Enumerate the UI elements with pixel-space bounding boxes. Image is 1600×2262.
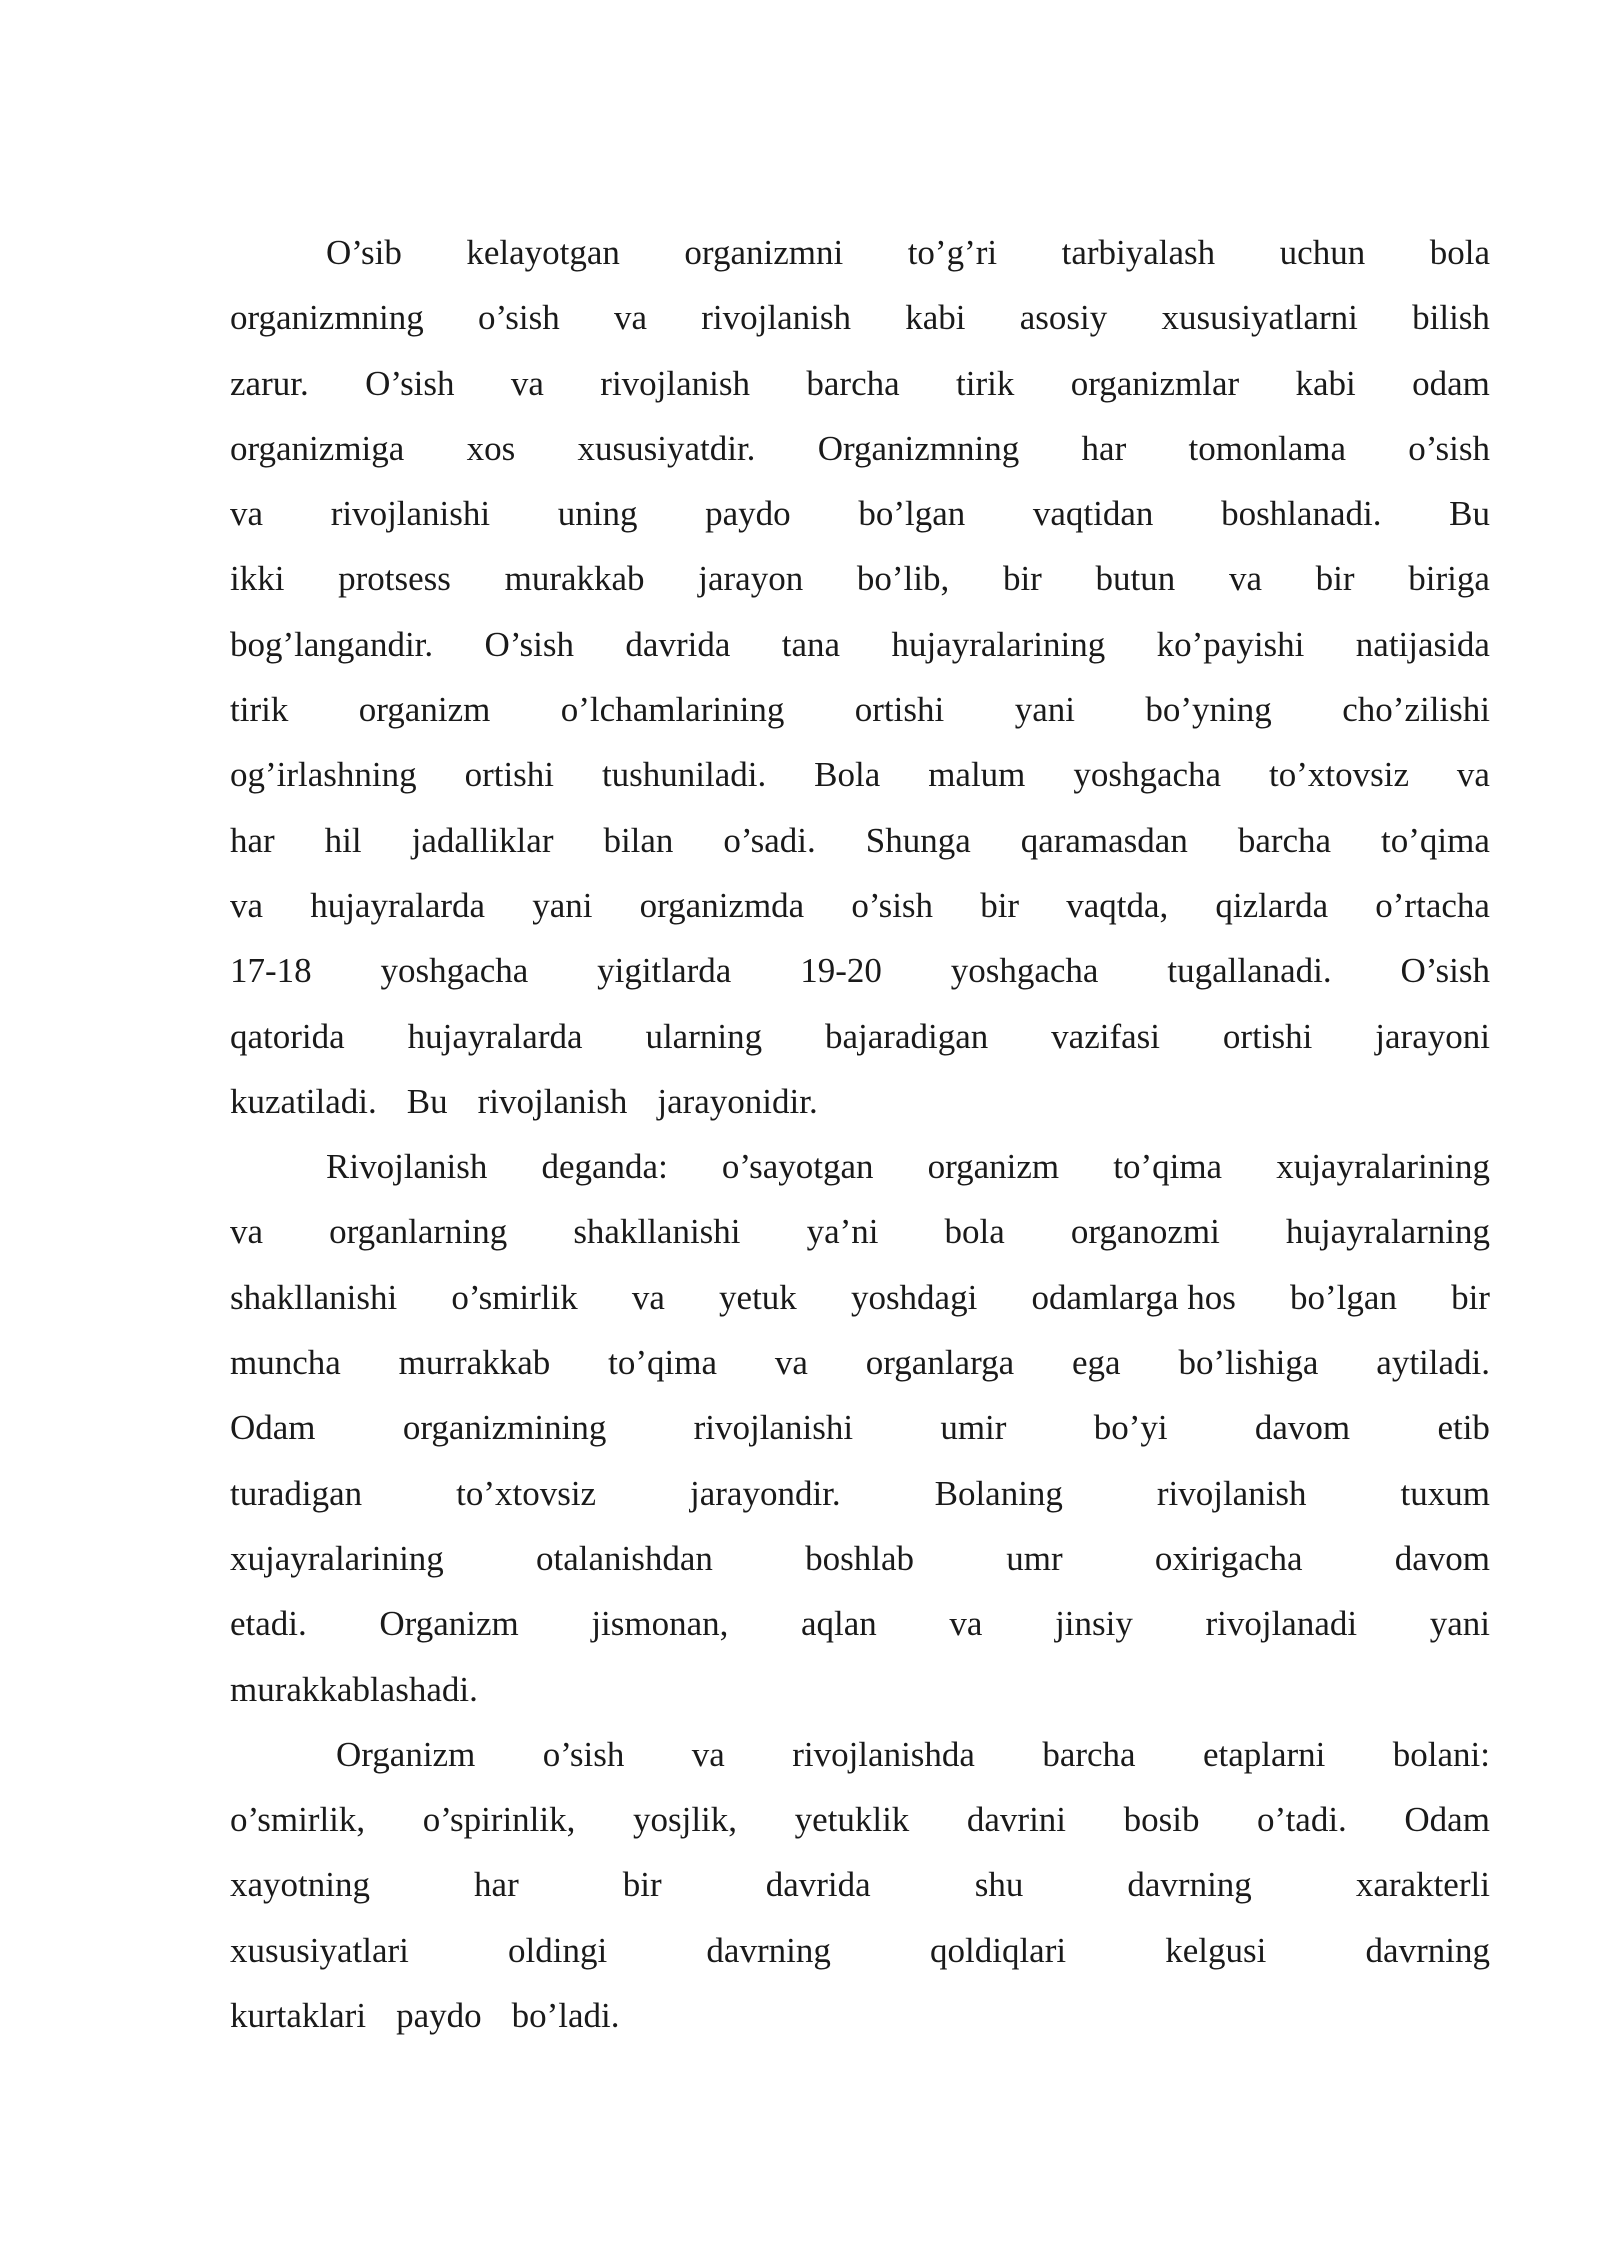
word: Rivojlanish: [326, 1147, 488, 1187]
word: xususiyatlari: [230, 1930, 409, 1970]
word: xususiyatdir.: [577, 428, 756, 468]
word: bo’ladi.: [511, 1996, 620, 2036]
word: yosjlik,: [632, 1800, 738, 1840]
word: o’sish: [851, 885, 934, 925]
word: zarur.: [230, 363, 309, 403]
word: organizmni: [684, 233, 844, 272]
word: butun: [1095, 559, 1176, 599]
word: etaplarni: [1202, 1734, 1326, 1774]
word: xujayralarining: [1276, 1147, 1490, 1187]
word: paydo: [396, 1996, 482, 2036]
word: yani: [1014, 690, 1075, 730]
word: o’sish: [1408, 428, 1490, 468]
word: organlarning: [329, 1212, 508, 1252]
word: kabi: [1295, 363, 1356, 403]
paragraph: [230, 1134, 1490, 1722]
word: Organizm: [336, 1734, 476, 1774]
word: murakkab: [504, 559, 645, 599]
word: murrakkab: [398, 1343, 551, 1383]
word: yani: [1429, 1604, 1490, 1644]
word: har: [474, 1865, 519, 1905]
word: boshlab: [805, 1538, 915, 1578]
word: bolani:: [1392, 1734, 1490, 1774]
word: va: [230, 1212, 264, 1252]
text-line: [230, 1069, 1490, 1134]
word: tushuniladi.: [601, 755, 767, 795]
word: ya’ni: [806, 1212, 879, 1252]
word: va: [1456, 755, 1490, 795]
word: kurtaklari: [230, 1996, 367, 2036]
word: davrini: [966, 1800, 1067, 1840]
word: Organizm: [379, 1604, 519, 1644]
word: malum: [928, 755, 1026, 795]
word: Odam: [1404, 1800, 1490, 1840]
word: bir: [1002, 559, 1042, 599]
word: bola: [1429, 233, 1490, 272]
word: kuzatiladi.: [230, 1081, 377, 1121]
text-line: [230, 1526, 1490, 1591]
word: 17-18: [230, 951, 312, 991]
word: davom: [1394, 1538, 1490, 1578]
word: organizmda: [639, 885, 805, 925]
word: organozmi: [1070, 1212, 1220, 1252]
word: xujayralarining: [230, 1538, 444, 1578]
word: jismonan,: [591, 1604, 729, 1644]
text-line: [230, 1330, 1490, 1395]
word: yigitlarda: [597, 951, 732, 991]
word: xayotning: [230, 1865, 370, 1905]
word: bir: [980, 885, 1020, 925]
word: to’xtovsiz: [1269, 755, 1409, 795]
text-line: [230, 808, 1490, 873]
word: natijasida: [1355, 624, 1490, 664]
word: tirik: [956, 363, 1015, 403]
word: etadi.: [230, 1604, 307, 1644]
word: rivojlanadi: [1205, 1604, 1358, 1644]
text-line: [230, 546, 1490, 611]
word: vazifasi: [1051, 1016, 1160, 1056]
word: jarayonidir.: [657, 1081, 818, 1121]
text-line: [230, 1004, 1490, 1069]
word: bola: [944, 1212, 1005, 1252]
document-body: [230, 220, 1490, 2048]
word: xos: [466, 428, 516, 468]
word: bo’lishiga: [1178, 1343, 1319, 1383]
word: davom: [1254, 1408, 1351, 1448]
word: va: [631, 1277, 665, 1317]
word: umr: [1006, 1538, 1063, 1578]
word: jinsiy: [1055, 1604, 1133, 1644]
word: vaqtidan: [1032, 494, 1154, 534]
word: har: [230, 820, 275, 860]
word: O’sib: [326, 233, 402, 272]
word: jadalliklar: [411, 820, 554, 860]
text-line: [230, 1395, 1490, 1460]
word: va: [1228, 559, 1262, 599]
word: organizmlar: [1070, 363, 1240, 403]
word: tana: [781, 624, 841, 664]
paragraph: [230, 220, 1490, 1134]
word: davrida: [625, 624, 731, 664]
text-line: [230, 1199, 1490, 1264]
word: yani: [532, 885, 593, 925]
paragraph: [230, 1722, 1490, 2048]
word: tirik: [230, 690, 289, 730]
word: davrning: [1365, 1930, 1490, 1970]
word: bilish: [1412, 298, 1490, 338]
text-line: [230, 742, 1490, 807]
word: organlarga: [865, 1343, 1015, 1383]
word: kelayotgan: [466, 233, 620, 272]
text-line: [230, 285, 1490, 350]
word: aqlan: [801, 1604, 877, 1644]
word: qaramasdan: [1020, 820, 1188, 860]
word: boshlanadi.: [1221, 494, 1382, 534]
word: Odam: [230, 1408, 316, 1448]
word: va: [230, 885, 264, 925]
text-line: [230, 1983, 1490, 2048]
word: asosiy: [1019, 298, 1108, 338]
word: har: [1081, 428, 1127, 468]
word: o’sish: [542, 1734, 625, 1774]
word: jarayon: [698, 559, 804, 599]
word: odamlarga hos: [1031, 1277, 1236, 1317]
text-line: [230, 1722, 1490, 1787]
word: ortishi: [854, 690, 945, 730]
word: ikki: [230, 559, 285, 599]
word: xarakterli: [1355, 1865, 1490, 1905]
word: Organizmning: [817, 428, 1020, 468]
word: davrning: [1127, 1865, 1252, 1905]
word: hujayralarda: [310, 885, 486, 925]
word: uchun: [1279, 233, 1366, 272]
word: bajaradigan: [825, 1016, 989, 1056]
word: qatorida: [230, 1016, 345, 1056]
word: organizm: [358, 690, 491, 730]
word: yetuk: [719, 1277, 797, 1317]
word: bo’lgan: [858, 494, 966, 534]
word: bir: [622, 1865, 662, 1905]
word: ega: [1072, 1343, 1121, 1383]
word: yoshgacha: [380, 951, 529, 991]
word: rivojlanishda: [792, 1734, 975, 1774]
word: Bu: [1449, 494, 1490, 534]
word: qizlarda: [1215, 885, 1329, 925]
word: to’qima: [1113, 1147, 1223, 1187]
word: hujayralarda: [407, 1016, 583, 1056]
text-line: [230, 677, 1490, 742]
word: O’sish: [484, 624, 575, 664]
text-line: [230, 1591, 1490, 1656]
word: to’qima: [1381, 820, 1490, 860]
word: bosib: [1123, 1800, 1200, 1840]
text-line: [230, 1657, 1490, 1722]
text-line: [230, 873, 1490, 938]
word: vaqtda,: [1066, 885, 1169, 925]
text-line: [230, 1787, 1490, 1852]
word: deganda:: [541, 1147, 668, 1187]
word: muncha: [230, 1343, 341, 1383]
word: Bola: [814, 755, 881, 795]
word: davrida: [765, 1865, 871, 1905]
word: shakllanishi: [230, 1277, 398, 1317]
word: ortishi: [464, 755, 555, 795]
word: bog’langandir.: [230, 624, 434, 664]
word: rivojlanish: [600, 363, 751, 403]
text-line: [230, 1918, 1490, 1983]
word: oxirigacha: [1154, 1538, 1303, 1578]
word: hujayralarining: [891, 624, 1106, 664]
word: va: [949, 1604, 983, 1644]
word: jarayoni: [1375, 1016, 1490, 1056]
word: aytiladi.: [1376, 1343, 1490, 1383]
word: rivojlanish: [477, 1081, 628, 1121]
word: barcha: [806, 363, 900, 403]
word: hil: [324, 820, 362, 860]
word: o’sadi.: [723, 820, 816, 860]
text-line: [230, 220, 1490, 285]
word: barcha: [1237, 820, 1332, 860]
word: yoshdagi: [850, 1277, 978, 1317]
word: otalanishdan: [536, 1538, 713, 1578]
word: davrning: [706, 1930, 831, 1970]
word: to’xtovsiz: [456, 1473, 597, 1513]
word: va: [774, 1343, 808, 1383]
word: bir: [1315, 559, 1355, 599]
word: yoshgacha: [950, 951, 1099, 991]
word: turadigan: [230, 1473, 363, 1513]
word: bir: [1451, 1277, 1490, 1317]
word: jarayondir.: [690, 1473, 841, 1513]
word: va: [613, 298, 648, 338]
word: etib: [1437, 1408, 1490, 1448]
word: umir: [940, 1408, 1007, 1448]
word: rivojlanishi: [330, 494, 491, 534]
word: rivojlanish: [701, 298, 851, 338]
word: og’irlashning: [230, 755, 417, 795]
word: va: [230, 494, 264, 534]
word: bo’yning: [1145, 690, 1272, 730]
text-line: [230, 481, 1490, 546]
word: o’smirlik: [451, 1277, 578, 1317]
word: qoldiqlari: [930, 1930, 1067, 1970]
word: bo’yi: [1093, 1408, 1168, 1448]
word: rivojlanish: [1156, 1473, 1307, 1513]
word: murakkablashadi.: [230, 1669, 478, 1709]
word: tarbiyalash: [1061, 233, 1216, 272]
word: uning: [557, 494, 638, 534]
word: o’rtacha: [1375, 885, 1490, 925]
word: bo’lgan: [1290, 1277, 1397, 1317]
word: tuxum: [1400, 1473, 1490, 1513]
word: va: [510, 363, 544, 403]
word: o’sish: [478, 298, 560, 338]
text-line: [230, 351, 1490, 416]
word: rivojlanishi: [693, 1408, 854, 1448]
word: Bu: [406, 1081, 448, 1121]
text-line: [230, 1265, 1490, 1330]
word: Shunga: [865, 820, 971, 860]
text-line: [230, 1461, 1490, 1526]
word: O’sish: [365, 363, 455, 403]
word: biriga: [1408, 559, 1490, 599]
word: o’sayotgan: [721, 1147, 874, 1187]
word: bo’lib,: [856, 559, 950, 599]
word: odam: [1412, 363, 1490, 403]
word: kelgusi: [1165, 1930, 1267, 1970]
word: organizmiga: [230, 428, 405, 468]
word: yoshgacha: [1073, 755, 1222, 795]
word: tugallanadi.: [1167, 951, 1332, 991]
word: shu: [974, 1865, 1024, 1905]
word: hujayralarning: [1285, 1212, 1490, 1252]
word: Bolaning: [934, 1473, 1063, 1513]
word: paydo: [705, 494, 791, 534]
text-line: [230, 1134, 1490, 1199]
word: organizm: [927, 1147, 1060, 1187]
word: o’spirinlik,: [422, 1800, 576, 1840]
word: to’g’ri: [907, 233, 998, 272]
text-line: [230, 416, 1490, 481]
word: cho’zilishi: [1342, 690, 1490, 730]
word: yetuklik: [794, 1800, 910, 1840]
word: va: [691, 1734, 725, 1774]
word: organizmning: [230, 298, 424, 338]
word: o’lchamlarining: [560, 690, 785, 730]
word: tomonlama: [1188, 428, 1346, 468]
word: o’tadi.: [1257, 1800, 1347, 1840]
word: O’sish: [1400, 951, 1490, 991]
word: ko’payishi: [1156, 624, 1305, 664]
text-line: [230, 612, 1490, 677]
text-line: [230, 1852, 1490, 1917]
word: xususiyatlarni: [1161, 298, 1358, 338]
word: organizmining: [402, 1408, 607, 1448]
word: 19-20: [800, 951, 882, 991]
word: barcha: [1042, 1734, 1136, 1774]
word: o’smirlik,: [230, 1800, 366, 1840]
word: ularning: [645, 1016, 763, 1056]
word: ortishi: [1222, 1016, 1313, 1056]
word: oldingi: [508, 1930, 608, 1970]
word: bilan: [603, 820, 674, 860]
word: kabi: [905, 298, 966, 338]
word: protsess: [338, 559, 451, 599]
word: shakllanishi: [573, 1212, 741, 1252]
word: to’qima: [608, 1343, 717, 1383]
text-line: [230, 938, 1490, 1003]
